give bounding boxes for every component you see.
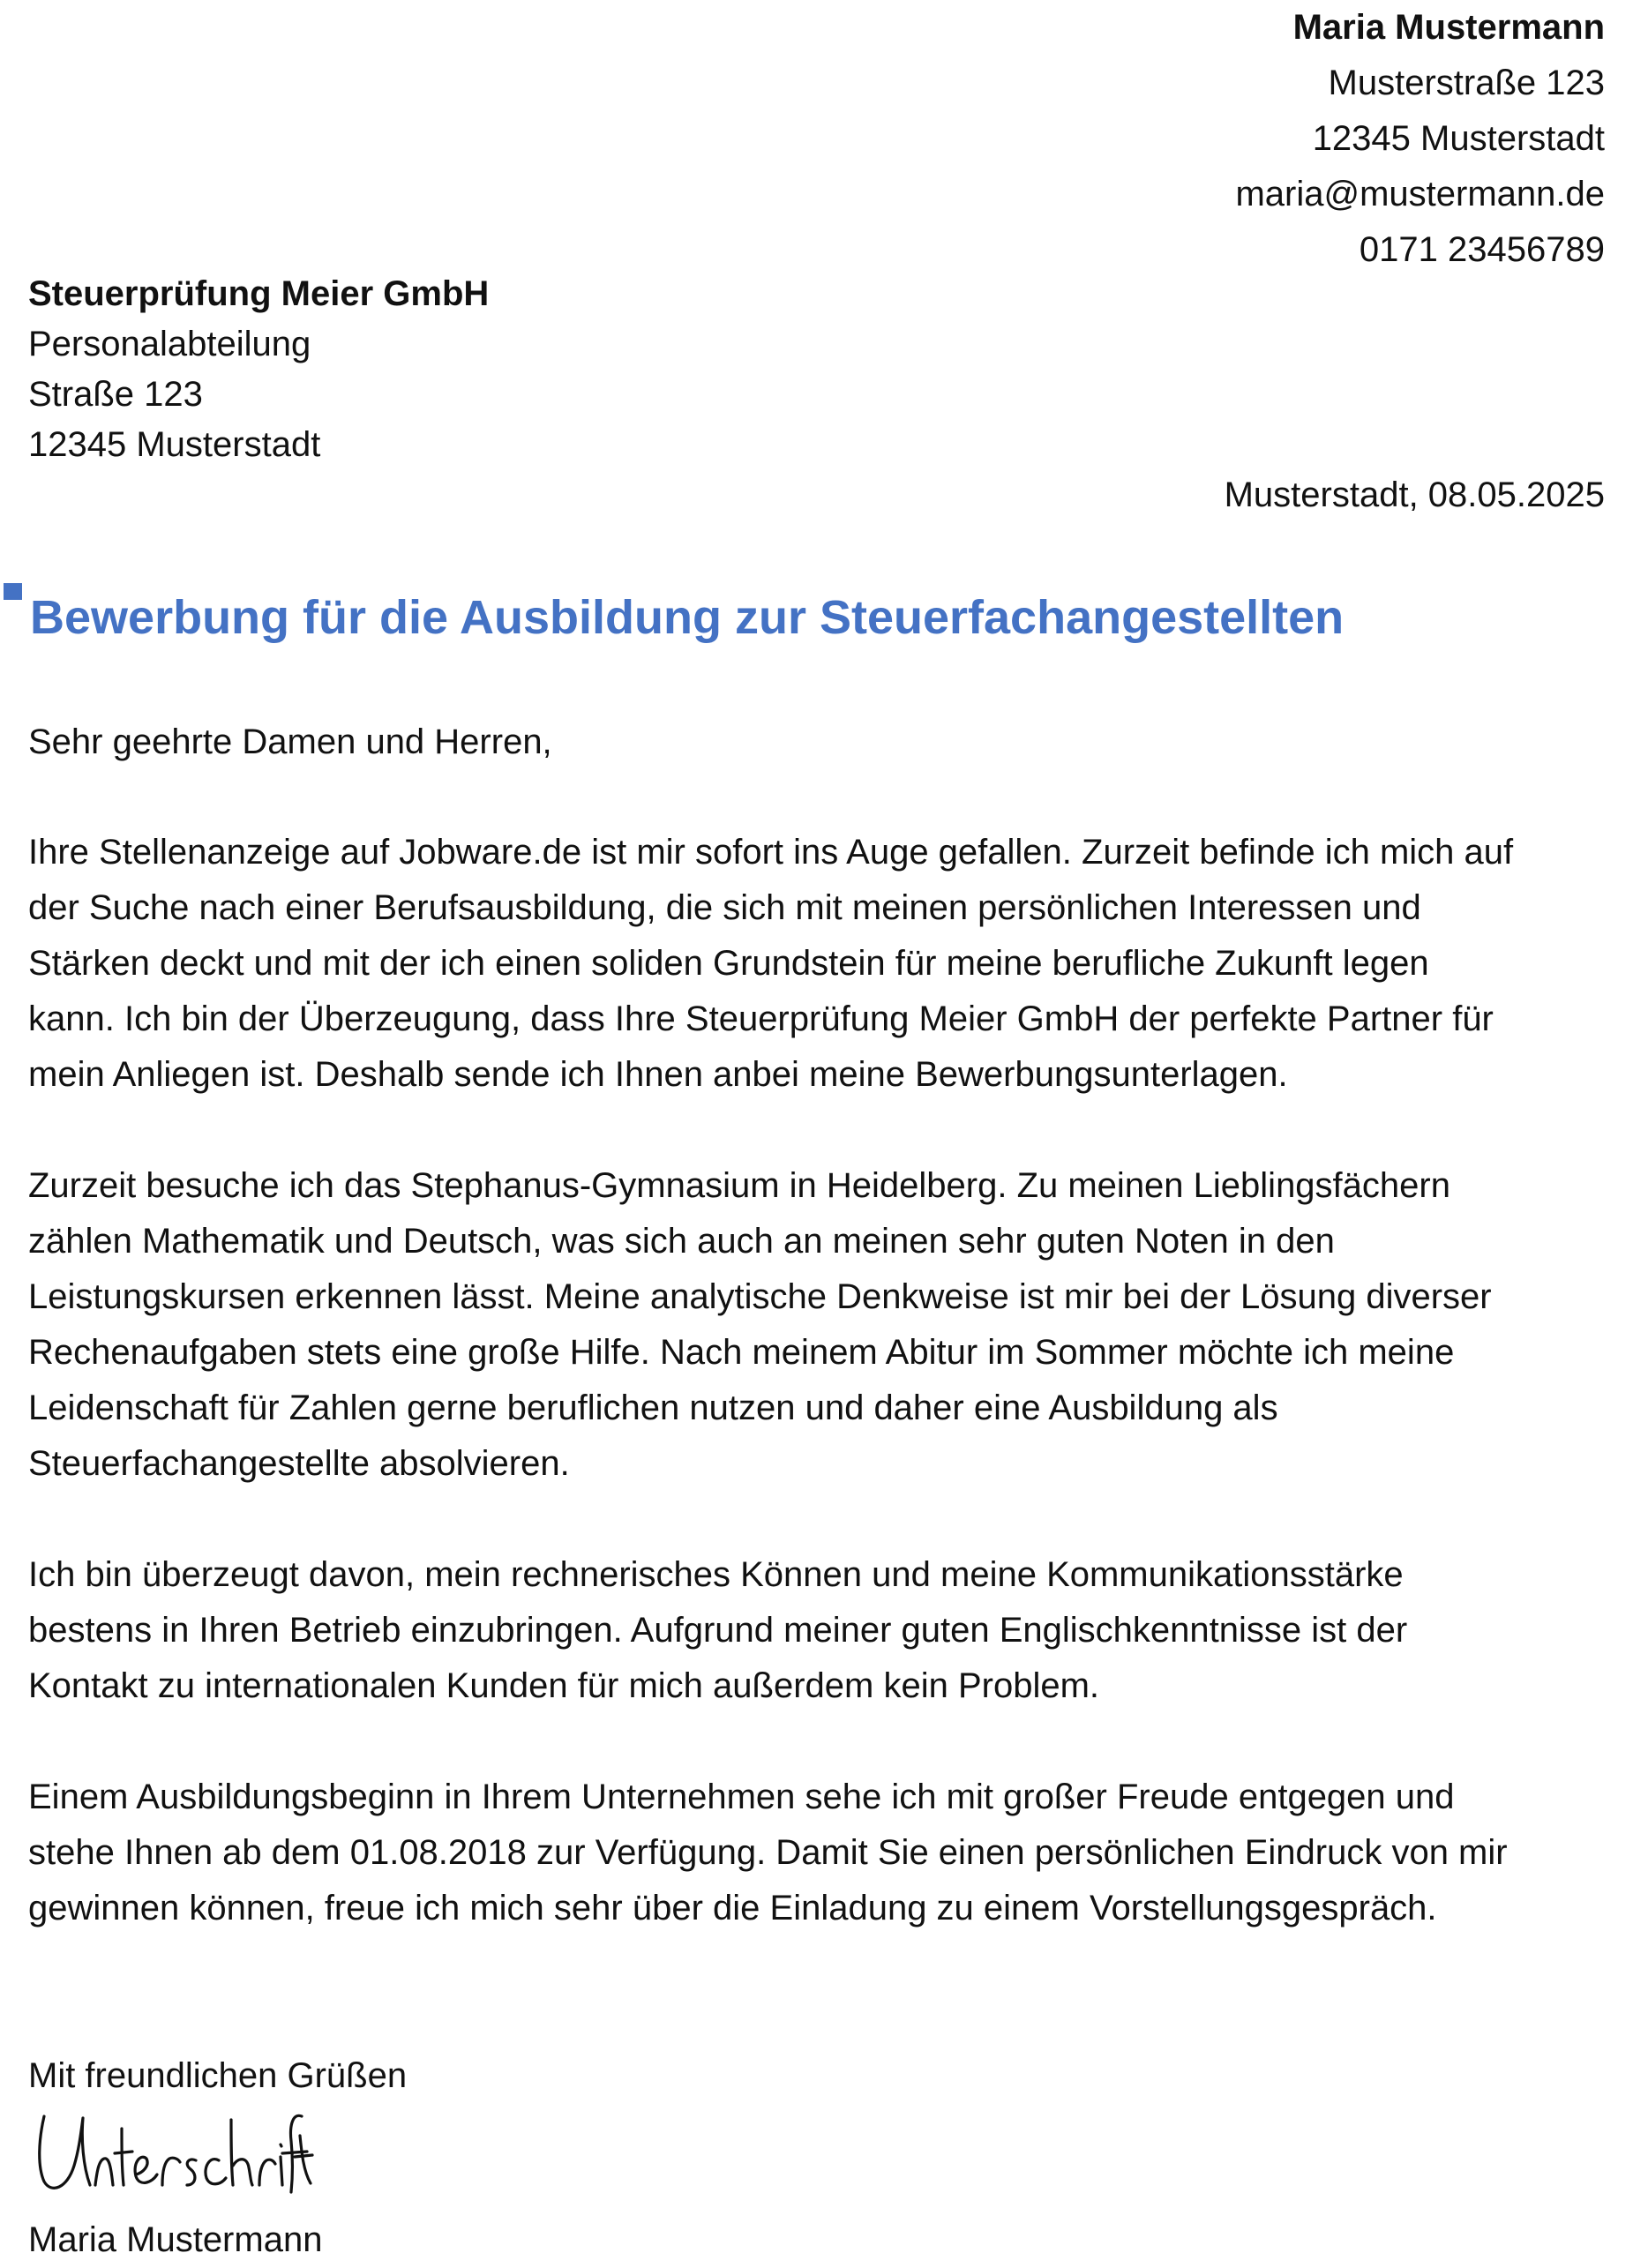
- recipient-department: Personalabteilung: [28, 325, 311, 363]
- paragraph-line: stehe Ihnen ab dem 01.08.2018 zur Verfügung. Damit Sie einen persönlichen Eindruck von mir: [28, 1833, 1508, 1872]
- paragraph-line: Ihre Stellenanzeige auf Jobware.de ist mir sofort ins Auge gefallen. Zurzeit befinde ich mich auf: [28, 833, 1514, 872]
- paragraph-line: Einem Ausbildungsbeginn in Ihrem Unternehmen sehe ich mit großer Freude entgegen und: [28, 1778, 1455, 1816]
- sender-address-block: [1235, 0, 1605, 278]
- paragraph-education: [28, 1158, 1633, 1492]
- handwritten-signature: [32, 2104, 314, 2201]
- recipient-city: 12345 Musterstadt: [28, 425, 321, 464]
- paragraph-line: Steuerfachangestellte absolvieren.: [28, 1444, 570, 1483]
- paragraph-line: kann. Ich bin der Überzeugung, dass Ihre Steuerprüfung Meier GmbH der perfekte Partner für: [28, 999, 1494, 1038]
- paragraph-line: Leidenschaft für Zahlen gerne beruflichen nutzen und daher eine Ausbildung als: [28, 1388, 1278, 1427]
- greeting: Sehr geehrte Damen und Herren,: [28, 722, 552, 761]
- paragraph-intro: [28, 825, 1633, 1103]
- recipient-company: Steuerprüfung Meier GmbH: [28, 274, 490, 313]
- paragraph-line: zählen Mathematik und Deutsch, was sich auch an meinen sehr guten Noten in den: [28, 1222, 1335, 1261]
- paragraph-line: Leistungskursen erkennen lässt. Meine analytische Denkweise ist mir bei der Lösung diverser: [28, 1277, 1492, 1316]
- paragraph-line: Zurzeit besuche ich das Stephanus-Gymnasium in Heidelberg. Zu meinen Lieblingsfächern: [28, 1166, 1450, 1205]
- paragraph-line: Kontakt zu internationalen Kunden für mich außerdem kein Problem.: [28, 1666, 1100, 1705]
- subject-heading: Bewerbung für die Ausbildung zur Steuerfachangestellten: [30, 591, 1345, 644]
- sender-city: 12345 Musterstadt: [1312, 119, 1605, 158]
- paragraph-skills: [28, 1547, 1633, 1714]
- recipient-address-block: [28, 269, 489, 470]
- paragraph-line: Rechenaufgaben stets eine große Hilfe. Nach meinem Abitur im Sommer möchte ich meine: [28, 1333, 1455, 1372]
- sender-name: Maria Mustermann: [1292, 8, 1605, 47]
- recipient-street: Straße 123: [28, 375, 203, 414]
- paragraph-availability: [28, 1770, 1633, 1936]
- paragraph-line: Stärken deckt und mit der ich einen soliden Grundstein für meine berufliche Zukunft legen: [28, 944, 1429, 983]
- paragraph-line: bestens in Ihren Betrieb einzubringen. Aufgrund meiner guten Englischkenntnisse ist der: [28, 1611, 1408, 1650]
- signer-name: Maria Mustermann: [28, 2220, 323, 2259]
- date-line: Musterstadt, 08.05.2025: [1224, 475, 1605, 514]
- sender-phone: 0171 23456789: [1359, 230, 1605, 269]
- paragraph-line: mein Anliegen ist. Deshalb sende ich Ihnen anbei meine Bewerbungsunterlagen.: [28, 1055, 1288, 1094]
- heading-marker: [4, 583, 22, 600]
- sender-street: Musterstraße 123: [1328, 64, 1605, 102]
- paragraph-line: Ich bin überzeugt davon, mein rechnerisches Können und meine Kommunikationsstärke: [28, 1555, 1404, 1594]
- sender-email: maria@mustermann.de: [1235, 175, 1605, 213]
- closing-salutation: Mit freundlichen Grüßen: [28, 2056, 408, 2095]
- paragraph-line: gewinnen können, freue ich mich sehr über die Einladung zu einem Vorstellungsgespräch.: [28, 1889, 1437, 1927]
- paragraph-line: der Suche nach einer Berufsausbildung, die sich mit meinen persönlichen Interessen und: [28, 888, 1421, 927]
